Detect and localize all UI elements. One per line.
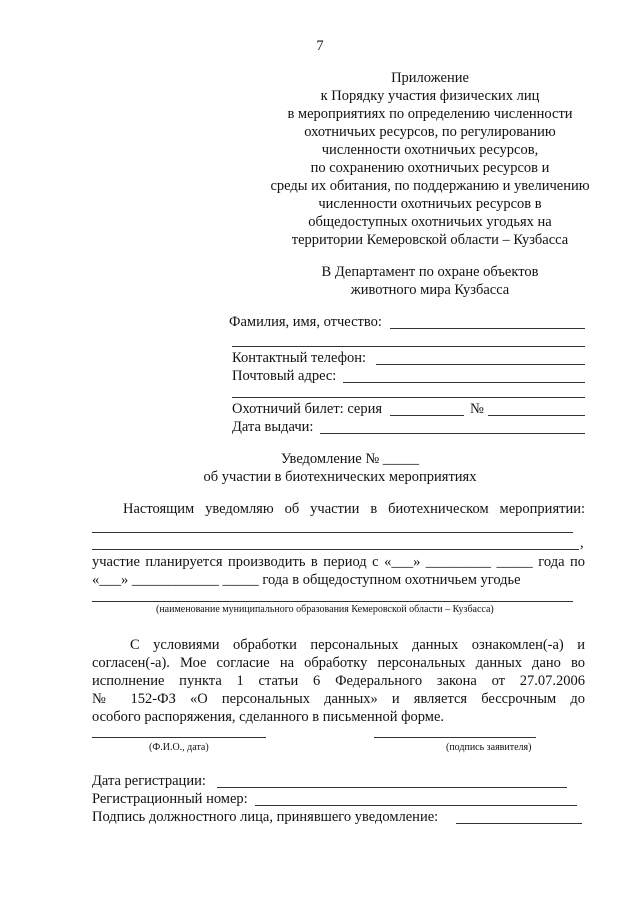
ticket-number-field[interactable] [488, 415, 585, 416]
appendix-line: общедоступных охотничьих угодьях на [308, 214, 552, 230]
addressee-line-1: В Департамент по охране объектов [321, 264, 539, 280]
appendix-line: численности охотничьих ресурсов в [318, 196, 542, 212]
fio-label: Фамилия, имя, отчество: [229, 314, 382, 330]
notice-subtitle: об участии в биотехнических мероприятиях [203, 469, 477, 485]
period-line-2: «___» ____________ _____ года в общедоступном охотничьем угодье [92, 572, 521, 588]
appendix-line: численности охотничьих ресурсов, [321, 142, 539, 158]
fio-field-line-2[interactable] [232, 346, 585, 347]
ticket-number-sign: № [470, 401, 484, 417]
appendix-line: по сохранению охотничьих ресурсов и [310, 160, 550, 176]
page-number: 7 [316, 38, 324, 54]
fio-date-field[interactable] [92, 737, 266, 738]
registration-number-field[interactable] [255, 805, 577, 806]
consent-line-5: особого распоряжения, сделанного в письменной форме. [92, 709, 445, 725]
notice-title: Уведомление № _____ [280, 451, 420, 467]
appendix-line: среды их обитания, по поддержанию и увеличению [270, 178, 590, 194]
appendix-line: охотничьих ресурсов, по регулированию [304, 124, 556, 140]
ticket-series-field[interactable] [390, 415, 464, 416]
registration-number-label: Регистрационный номер: [92, 791, 248, 807]
municipality-field[interactable] [92, 601, 573, 602]
fio-field[interactable] [390, 328, 585, 329]
appendix-line: территории Кемеровской области – Кузбасса [291, 232, 569, 248]
address-field[interactable] [343, 382, 585, 383]
phone-label: Контактный телефон: [232, 350, 367, 366]
body-para1-line1: Настоящим уведомляю об участии в биотехническом мероприятии: [123, 501, 585, 517]
consent-line-3: исполнение пункта 1 статьи 6 Федерального закона от 27.07.2006 [92, 673, 585, 689]
issue-date-label: Дата выдачи: [232, 419, 314, 435]
fio-date-caption: (Ф.И.О., дата) [149, 742, 209, 753]
official-signature-label: Подпись должностного лица, принявшего уведомление: [92, 809, 439, 825]
applicant-signature-field[interactable] [374, 737, 536, 738]
ticket-series-label: Охотничий билет: серия [232, 401, 383, 417]
address-field-line-2[interactable] [232, 397, 585, 398]
appendix-line: Приложение [391, 70, 469, 86]
phone-field[interactable] [376, 364, 585, 365]
municipality-caption: (наименование муниципального образования Кемеровской области – Кузбасса) [156, 604, 494, 615]
addressee-line-2: животного мира Кузбасса [350, 282, 510, 298]
period-line: участие планируется производить в период с «___» _________ _____ года по [92, 554, 585, 570]
consent-line-1: С условиями обработки персональных данных ознакомлен(-а) и [130, 637, 585, 653]
applicant-signature-caption: (подпись заявителя) [446, 742, 532, 753]
consent-line-4: № 152-ФЗ «О персональных данных» и является бессрочным до [92, 691, 585, 707]
appendix-line: в мероприятиях по определению численности [287, 106, 573, 122]
address-label: Почтовый адрес: [232, 368, 337, 384]
event-description-field[interactable] [92, 532, 573, 533]
issue-date-field[interactable] [320, 433, 585, 434]
comma: , [580, 535, 584, 551]
official-signature-field[interactable] [456, 823, 582, 824]
registration-date-label: Дата регистрации: [92, 773, 206, 789]
event-description-field-line-2[interactable] [92, 549, 579, 550]
registration-date-field[interactable] [217, 787, 567, 788]
consent-line-2: согласен(-а). Мое согласие на обработку персональных данных дано во [92, 655, 585, 671]
appendix-line: к Порядку участия физических лиц [320, 88, 540, 104]
